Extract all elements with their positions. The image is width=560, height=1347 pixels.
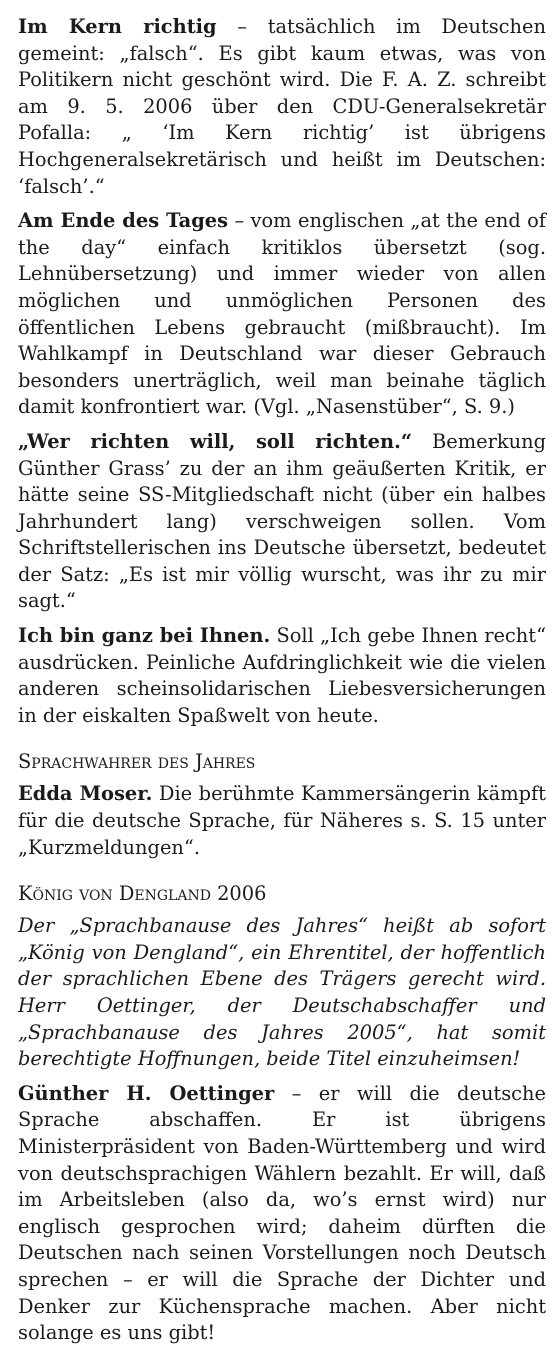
entry-text: – tatsächlich im Deutschen gemeint: „falsch“. Es gibt kaum etwas, was von Politikern nicht geschönt wird. Die F. A. Z. schreibt am 9. 5. 2006 über den CDU-Generalsekretär Pofalla: „ ‘Im Kern richtig’ ist übrigens Hochgeneralsekretärisch und heißt im Deutschen: ‘falsch’.“ <box>18 15 546 198</box>
section-intro: Der „Sprachbanause des Jahres“ heißt ab sofort „König von Dengland“, ein Ehrentitel, der hoffentlich der sprachlichen Ebene des Trägers gerecht wird. Herr Oettinger, der Deutschabschaffer und „Sprachbanause des Jahres 2005“, hat somit berechtigte Hoffnungen, beide Titel einzuheimsen! <box>18 914 546 1071</box>
section-heading-sprachwahrer: Sprachwahrer des Jahres <box>18 750 256 774</box>
entry-edda-moser <box>18 781 546 861</box>
entry-term: Ich bin ganz bei Ihnen. <box>18 624 271 648</box>
entry-term: Günther H. Oettinger <box>18 1081 275 1105</box>
entry-oettinger <box>18 1081 546 1347</box>
entry-am-ende-des-tages <box>18 208 546 421</box>
entry-wer-richten-will <box>18 429 546 615</box>
entry-term: Am Ende des Tages <box>18 209 229 233</box>
entry-term: Im Kern richtig <box>18 15 217 38</box>
entry-ich-bin-ganz-bei-ihnen <box>18 623 546 729</box>
entry-term: „Wer richten will, soll richten.“ <box>18 429 412 453</box>
entry-text: Bemerkung Günther Grass’ zu der an ihm geäußerten Kritik, er hätte seine SS-Mitgliedschaft nicht (über ein halbes Jahrhundert lang) verschweigen sollen. Vom Schriftstellerischen ins Deutsche übersetzt, bedeutet der Satz: „Es ist mir völlig wurscht, was ihr zu mir sagt.“ <box>18 429 546 613</box>
entry-text: – er will die deutsche Sprache abschaffen. Er ist übrigens Ministerpräsident von Baden-Württemberg und wird von deutschsprachigen Wählern bezahlt. Er will, daß im Arbeitsleben (also da, wo’s ernst wird) nur englisch gesprochen wird; daheim dürften die Deutschen nach seinen Vorstellungen noch Deutsch sprechen – er will die Sprache der Dichter und Denker zur Küchensprache machen. Aber nicht solange es uns gibt! <box>18 1081 546 1345</box>
entry-im-kern-richtig <box>18 14 546 200</box>
section-heading-koenig-von-dengland: König von Dengland 2006 <box>18 882 267 906</box>
entry-text: Soll „Ich gebe Ihnen recht“ ausdrücken. Peinliche Aufdringlichkeit wie die vielen anderen scheinsolidarischen Liebesversicherungen in der eiskalten Spaßwelt von heute. <box>18 624 546 727</box>
entry-text: – vom englischen „at the end of the day“ einfach kritiklos übersetzt (sog. Lehnübersetzung) und immer wieder von allen möglichen und unmöglichen Personen des öffentlichen Lebens gebraucht (mißbraucht). Im Wahlkampf in Deutschland war dieser Gebrauch besonders unerträglich, weil man beinahe täglich damit konfrontiert war. (Vgl. „Nasenstüber“, S. 9.) <box>18 209 546 419</box>
entry-term: Edda Moser. <box>18 782 153 806</box>
entry-text: Die berühmte Kammersängerin kämpft für die deutsche Sprache, für Näheres s. S. 15 unter „Kurzmeldungen“. <box>18 782 546 859</box>
